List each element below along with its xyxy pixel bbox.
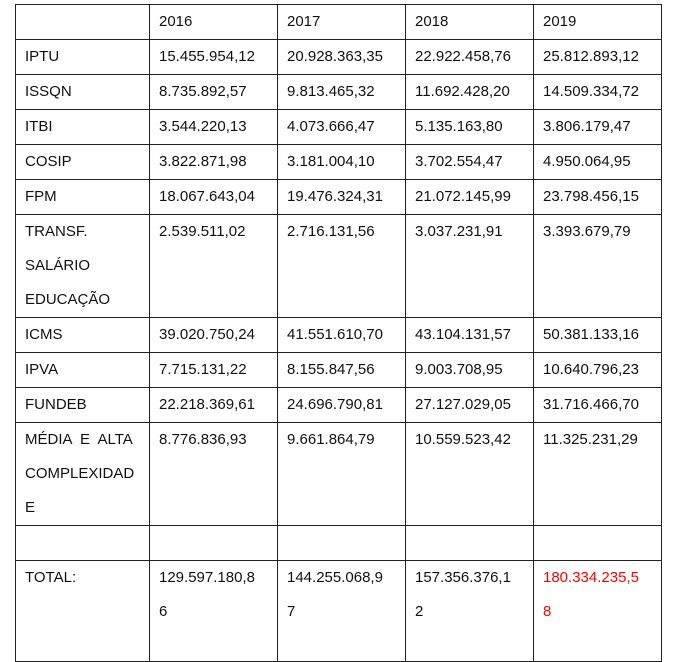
- blank-row: [16, 526, 662, 561]
- header-cell-2016: 2016: [150, 5, 278, 40]
- row-label-line: SALÁRIO: [25, 257, 91, 274]
- total-value-line: 129.597.180,8: [159, 569, 255, 586]
- row-label-line: E: [25, 499, 36, 516]
- row-label: IPVA: [16, 353, 150, 388]
- total-value-line: 2: [415, 603, 424, 620]
- table-cell: 3.702.554,47: [406, 145, 534, 180]
- table-cell: 7.715.131,22: [150, 353, 278, 388]
- table-cell: 21.072.145,99: [406, 180, 534, 215]
- table-cell: 8.735.892,57: [150, 75, 278, 110]
- table-cell: 10.559.523,42: [406, 423, 534, 526]
- row-label-line: TRANSF.: [25, 223, 88, 240]
- row-label: [16, 423, 150, 526]
- row-label-line: EDUCAÇÃO: [25, 291, 111, 308]
- table-row-fundeb: [16, 388, 662, 423]
- total-value-line: 8: [543, 603, 552, 620]
- row-label-line: MÉDIA E ALTA: [25, 431, 133, 448]
- table-cell: 8.776.836,93: [150, 423, 278, 526]
- table-cell: 8.155.847,56: [278, 353, 406, 388]
- table-row-icms: [16, 318, 662, 353]
- row-label: FPM: [16, 180, 150, 215]
- total-value-line: 144.255.068,9: [287, 569, 383, 586]
- total-cell-highlighted: [534, 561, 662, 662]
- table-row-cosip: [16, 145, 662, 180]
- table-cell: 10.640.796,23: [534, 353, 662, 388]
- table-cell-empty: [278, 526, 406, 561]
- table-cell: 50.381.133,16: [534, 318, 662, 353]
- header-cell-empty: [16, 5, 150, 40]
- table-cell: 15.455.954,12: [150, 40, 278, 75]
- table-cell: 43.104.131,57: [406, 318, 534, 353]
- table-cell: 3.822.871,98: [150, 145, 278, 180]
- table-row-media-alta-complexidade: [16, 423, 662, 526]
- total-value-line: 7: [287, 603, 296, 620]
- table-cell: 5.135.163,80: [406, 110, 534, 145]
- table-cell-empty: [150, 526, 278, 561]
- table-cell-empty: [16, 526, 150, 561]
- table-cell: 39.020.750,24: [150, 318, 278, 353]
- table-row-iptu: [16, 40, 662, 75]
- row-label-line: COMPLEXIDAD: [25, 465, 135, 482]
- total-cell: [406, 561, 534, 662]
- table-row-itbi: [16, 110, 662, 145]
- revenue-table: [15, 4, 662, 662]
- table-cell-empty: [534, 526, 662, 561]
- total-label: TOTAL:: [16, 561, 150, 662]
- total-row: [16, 561, 662, 662]
- table-cell: 20.928.363,35: [278, 40, 406, 75]
- table-cell: 23.798.456,15: [534, 180, 662, 215]
- total-cell: [278, 561, 406, 662]
- table-cell: 22.218.369,61: [150, 388, 278, 423]
- total-value-line: 157.356.376,1: [415, 569, 511, 586]
- row-label: [16, 215, 150, 318]
- table-cell-empty: [406, 526, 534, 561]
- table-cell: 22.922.458,76: [406, 40, 534, 75]
- row-label: FUNDEB: [16, 388, 150, 423]
- table-row-issqn: [16, 75, 662, 110]
- table-cell: 24.696.790,81: [278, 388, 406, 423]
- row-label: COSIP: [16, 145, 150, 180]
- total-value-line: 180.334.235,5: [543, 569, 639, 586]
- table-cell: 14.509.334,72: [534, 75, 662, 110]
- table-cell: 4.073.666,47: [278, 110, 406, 145]
- table-cell: 3.806.179,47: [534, 110, 662, 145]
- table-cell: 19.476.324,31: [278, 180, 406, 215]
- total-value-line: 6: [159, 603, 168, 620]
- table-cell: 27.127.029,05: [406, 388, 534, 423]
- header-cell-2017: 2017: [278, 5, 406, 40]
- row-label: ITBI: [16, 110, 150, 145]
- table-cell: 18.067.643,04: [150, 180, 278, 215]
- table-cell: 4.950.064,95: [534, 145, 662, 180]
- table-cell: 41.551.610,70: [278, 318, 406, 353]
- table-cell: 11.325.231,29: [534, 423, 662, 526]
- header-cell-2018: 2018: [406, 5, 534, 40]
- table-cell: 11.692.428,20: [406, 75, 534, 110]
- row-label: IPTU: [16, 40, 150, 75]
- table-row-ipva: [16, 353, 662, 388]
- header-row: [16, 5, 662, 40]
- table-cell: 3.181.004,10: [278, 145, 406, 180]
- table-cell: 3.037.231,91: [406, 215, 534, 318]
- table-cell: 2.539.511,02: [150, 215, 278, 318]
- header-cell-2019: 2019: [534, 5, 662, 40]
- row-label: ISSQN: [16, 75, 150, 110]
- table-row-transf-salario-educacao: [16, 215, 662, 318]
- table-cell: 25.812.893,12: [534, 40, 662, 75]
- table-cell: 2.716.131,56: [278, 215, 406, 318]
- table-cell: 31.716.466,70: [534, 388, 662, 423]
- table-cell: 9.813.465,32: [278, 75, 406, 110]
- table-row-fpm: [16, 180, 662, 215]
- row-label: ICMS: [16, 318, 150, 353]
- table-cell: 9.003.708,95: [406, 353, 534, 388]
- table-cell: 3.393.679,79: [534, 215, 662, 318]
- table-cell: 9.661.864,79: [278, 423, 406, 526]
- table-cell: 3.544.220,13: [150, 110, 278, 145]
- total-cell: [150, 561, 278, 662]
